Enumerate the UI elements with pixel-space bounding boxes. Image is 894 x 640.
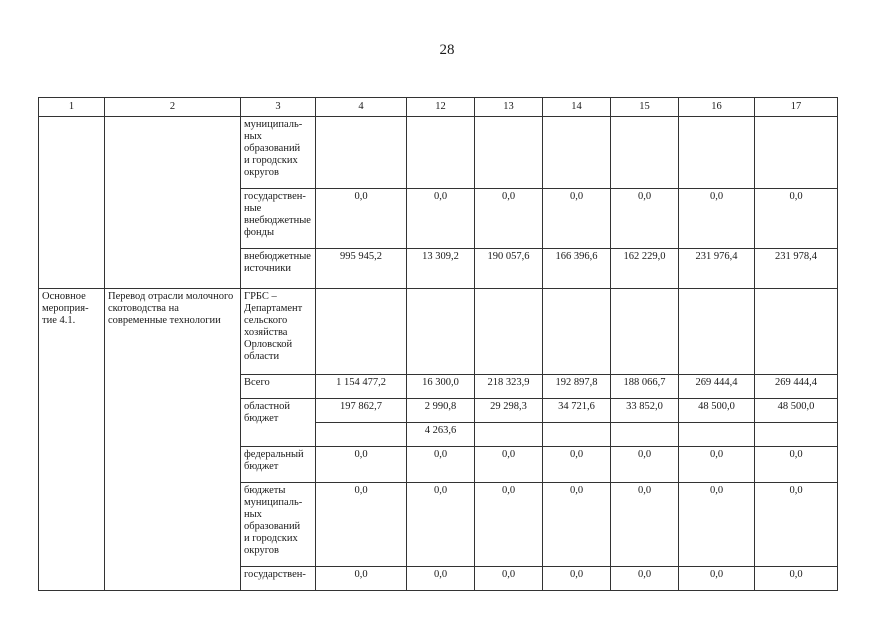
header-cell: 2 — [105, 98, 241, 117]
value-cell: 0,0 — [407, 483, 475, 567]
value-cell: 0,0 — [407, 567, 475, 591]
header-cell: 4 — [316, 98, 407, 117]
value-cell — [679, 289, 755, 375]
value-cell: 29 298,3 — [475, 399, 543, 423]
value-cell: 0,0 — [543, 189, 611, 249]
value-cell: 33 852,0 — [611, 399, 679, 423]
source-cell: ГРБС – Департамент сельского хозяйства Орловской области — [241, 289, 316, 375]
header-cell: 16 — [679, 98, 755, 117]
table-row — [39, 117, 838, 189]
header-cell: 13 — [475, 98, 543, 117]
value-cell: 231 976,4 — [679, 249, 755, 289]
value-cell: 0,0 — [611, 189, 679, 249]
title-cell — [105, 117, 241, 289]
value-cell — [316, 423, 407, 447]
value-cell: 0,0 — [755, 567, 838, 591]
value-cell — [611, 423, 679, 447]
value-cell — [475, 117, 543, 189]
value-cell — [316, 117, 407, 189]
source-cell: бюджеты муниципаль- ных образований и городских округов — [241, 483, 316, 567]
header-row — [39, 98, 838, 117]
header-cell: 15 — [611, 98, 679, 117]
value-cell — [407, 117, 475, 189]
source-cell: государствен- — [241, 567, 316, 591]
value-cell — [475, 423, 543, 447]
value-cell — [679, 423, 755, 447]
value-cell: 0,0 — [475, 567, 543, 591]
value-cell: 0,0 — [543, 567, 611, 591]
header-cell: 17 — [755, 98, 838, 117]
value-cell: 0,0 — [755, 447, 838, 483]
value-cell: 0,0 — [755, 483, 838, 567]
header-cell: 12 — [407, 98, 475, 117]
value-cell — [543, 117, 611, 189]
value-cell: 231 978,4 — [755, 249, 838, 289]
value-cell: 0,0 — [316, 483, 407, 567]
value-cell — [611, 289, 679, 375]
value-cell: 2 990,8 — [407, 399, 475, 423]
source-cell: Всего — [241, 375, 316, 399]
value-cell: 16 300,0 — [407, 375, 475, 399]
source-cell: внебюджетные источники — [241, 249, 316, 289]
value-cell — [543, 289, 611, 375]
value-cell: 0,0 — [407, 447, 475, 483]
value-cell: 0,0 — [543, 483, 611, 567]
value-cell: 0,0 — [316, 189, 407, 249]
value-cell: 0,0 — [475, 189, 543, 249]
value-cell: 218 323,9 — [475, 375, 543, 399]
value-cell: 0,0 — [475, 483, 543, 567]
source-cell: федеральный бюджет — [241, 447, 316, 483]
value-cell — [611, 117, 679, 189]
value-cell: 192 897,8 — [543, 375, 611, 399]
value-cell: 995 945,2 — [316, 249, 407, 289]
value-cell: 0,0 — [611, 483, 679, 567]
value-cell: 197 862,7 — [316, 399, 407, 423]
value-cell: 188 066,7 — [611, 375, 679, 399]
value-cell: 1 154 477,2 — [316, 375, 407, 399]
value-cell: 0,0 — [679, 567, 755, 591]
value-cell: 0,0 — [611, 447, 679, 483]
value-cell: 0,0 — [679, 189, 755, 249]
value-cell: 48 500,0 — [755, 399, 838, 423]
value-cell — [407, 289, 475, 375]
value-cell: 0,0 — [316, 447, 407, 483]
value-cell: 0,0 — [316, 567, 407, 591]
page-number: 28 — [439, 42, 455, 58]
value-cell: 0,0 — [543, 447, 611, 483]
value-cell: 0,0 — [679, 483, 755, 567]
value-cell: 0,0 — [407, 189, 475, 249]
value-cell: 166 396,6 — [543, 249, 611, 289]
value-cell: 0,0 — [679, 447, 755, 483]
value-cell: 13 309,2 — [407, 249, 475, 289]
value-cell — [679, 117, 755, 189]
header-cell: 3 — [241, 98, 316, 117]
value-cell: 0,0 — [755, 189, 838, 249]
value-cell — [755, 289, 838, 375]
value-cell: 0,0 — [611, 567, 679, 591]
measure-cell — [39, 117, 105, 289]
value-cell: 162 229,0 — [611, 249, 679, 289]
value-cell: 269 444,4 — [755, 375, 838, 399]
value-cell: 4 263,6 — [407, 423, 475, 447]
header-cell: 14 — [543, 98, 611, 117]
source-cell: областной бюджет — [241, 399, 316, 447]
header-cell: 1 — [39, 98, 105, 117]
value-cell — [316, 289, 407, 375]
value-cell: 48 500,0 — [679, 399, 755, 423]
value-cell: 190 057,6 — [475, 249, 543, 289]
title-cell: Перевод отрасли молочного скотоводства на современные технологии — [105, 289, 241, 591]
source-cell: муниципаль- ных образований и городских округов — [241, 117, 316, 189]
value-cell: 0,0 — [475, 447, 543, 483]
value-cell — [755, 423, 838, 447]
value-cell: 269 444,4 — [679, 375, 755, 399]
value-cell: 34 721,6 — [543, 399, 611, 423]
source-cell: государствен- ные внебюджетные фонды — [241, 189, 316, 249]
value-cell — [543, 423, 611, 447]
value-cell — [755, 117, 838, 189]
measure-cell: Основное мероприя- тие 4.1. — [39, 289, 105, 591]
value-cell — [475, 289, 543, 375]
budget-table — [38, 97, 838, 591]
table-row — [39, 289, 838, 375]
